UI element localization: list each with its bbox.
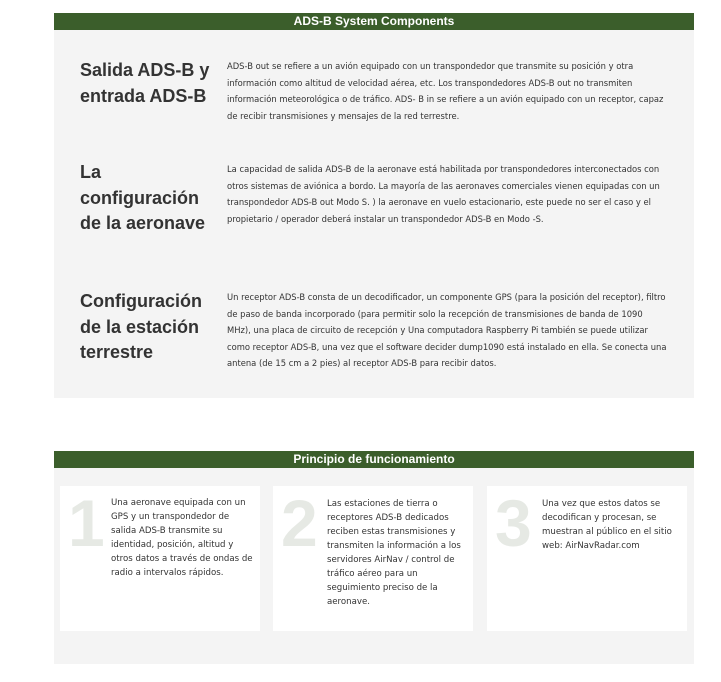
principle-section-heading: Principio de funcionamiento: [54, 451, 694, 468]
component-description: La capacidad de salida ADS-B de la aeronave está habilitada por transpondedores interconectados con otros sistemas de aviónica a bordo. La mayoría de las aeronaves comerciales vienen equipadas con un transpondedor ADS-B out Modo S. ) la aeronave en vuelo estacionario, este puede no ser el caso y el propietario / operador deberá instalar un transpondedor ADS-B en Modo -S.: [227, 164, 660, 224]
step-card: [60, 486, 260, 631]
step-text: Una vez que estos datos se decodifican y procesan, se muestran al público en el sitio web: AirNavRadar.com: [542, 499, 672, 551]
step-card: [273, 486, 473, 631]
component-description: ADS-B out se refiere a un avión equipado con un transpondedor que transmite su posición y otra información como altitud de velocidad aérea, etc. Los transpondedores ADS-B out no transmiten información meteorológica o de tráfico. ADS- B in se refiere a un avión equipado con un receptor, capaz de recibir transmisiones y mensajes de la red terrestre.: [227, 61, 664, 121]
step-number: 2: [281, 486, 318, 560]
step-text: Las estaciones de tierra o receptores ADS-B dedicados reciben estas transmisiones y transmiten la información a los servidores AirNav / control de tráfico aéreo para un seguimiento preciso de la aeronave.: [327, 499, 461, 607]
step-number: 1: [68, 486, 105, 560]
principle-panel: [54, 468, 694, 664]
component-title: La configuración de la aeronave: [80, 162, 206, 233]
component-title: Salida ADS-B y entrada ADS-B: [80, 60, 210, 106]
step-text: Una aeronave equipada con un GPS y un transpondedor de salida ADS-B transmite su identidad, posición, altitud y otros datos a través de ondas de radio a intervalos rápidos.: [111, 498, 253, 578]
step-card: [487, 486, 687, 631]
components-section-heading: ADS-B System Components: [54, 13, 694, 30]
step-number: 3: [495, 486, 532, 560]
component-description: Un receptor ADS-B consta de un decodificador, un componente GPS (para la posición del receptor), filtro de paso de banda incorporado (para permitir solo la recepción de transmisiones de banda de 1090 MHz), una placa de circuito de recepción y Una computadora Raspberry Pi también se puede utilizar como receptor ADS-B, una vez que el software decider dump1090 está instalado en ella. Se conecta una antena (de 15 cm a 2 pies) al receptor ADS-B para recibir datos.: [227, 292, 667, 368]
components-panel: [54, 30, 694, 398]
component-title: Configuración de la estación terrestre: [80, 291, 202, 362]
